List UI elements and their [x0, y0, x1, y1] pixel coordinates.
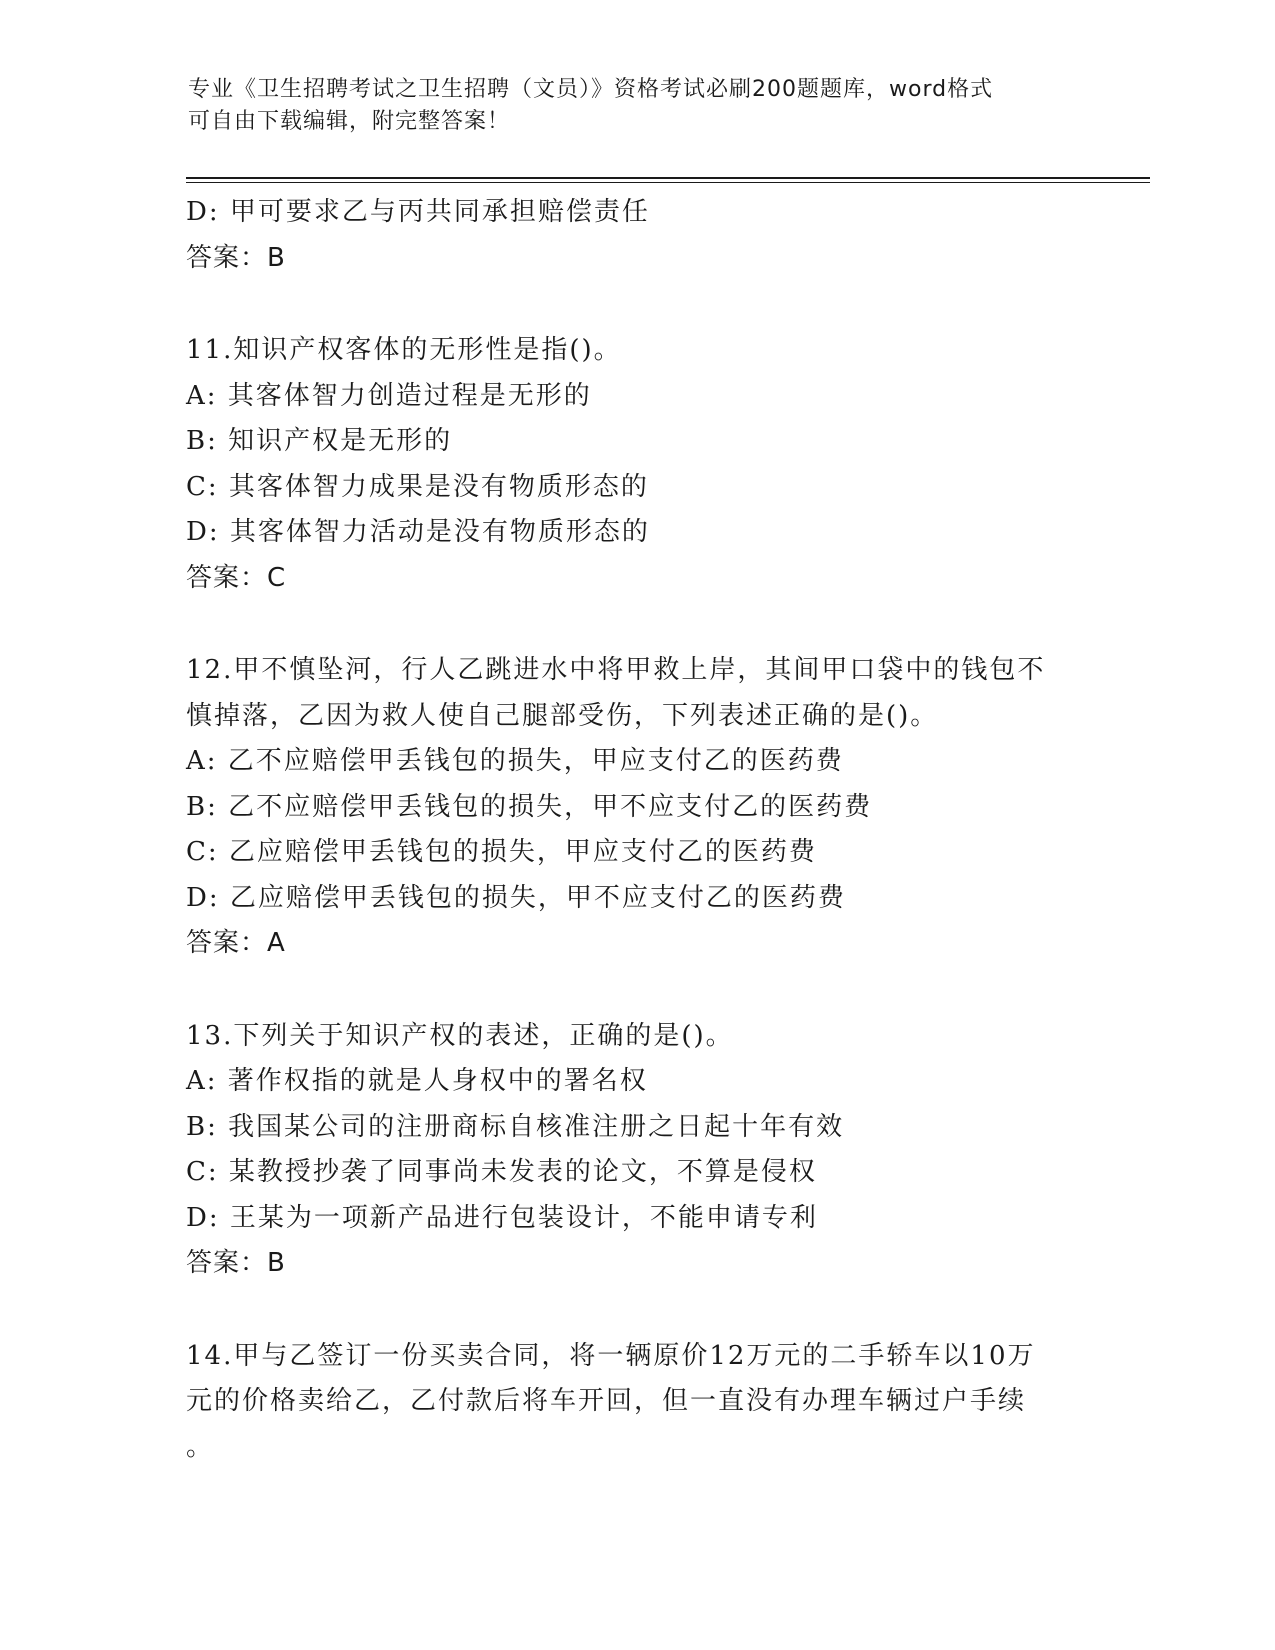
spacer [186, 601, 1086, 648]
option-b: B: 我国某公司的注册商标自核准注册之日起十年有效 [186, 1111, 845, 1142]
question-stem-line-2: 慎掉落，乙因为救人使自己腿部受伤，下列表述正确的是()。 [186, 700, 939, 731]
option-a: A: 其客体智力创造过程是无形的 [186, 380, 592, 411]
spacer [186, 967, 1086, 1014]
header-divider-thick [186, 177, 1150, 179]
question-12 [186, 648, 1086, 967]
option-a: A: 乙不应赔偿甲丢钱包的损失，甲应支付乙的医药费 [186, 746, 844, 776]
question-stem-line-1: 14.甲与乙签订一份买卖合同，将一辆原价12万元的二手轿车以10万 [186, 1340, 1036, 1371]
question-11 [186, 328, 1086, 601]
option-c: C: 某教授抄袭了同事尚未发表的论文，不算是侵权 [186, 1157, 817, 1187]
question-stem: 13.下列关于知识产权的表述，正确的是()。 [186, 1020, 734, 1051]
question-content [186, 190, 1086, 1470]
spacer [186, 1287, 1086, 1334]
option-d: D: 乙应赔偿甲丢钱包的损失，甲不应支付乙的医药费 [186, 882, 846, 913]
question-stem-line-2: 元的价格卖给乙，乙付款后将车开回，但一直没有办理车辆过户手续 [186, 1386, 1027, 1416]
question-stem-line-1: 12.甲不慎坠河，行人乙跳进水中将甲救上岸，其间甲口袋中的钱包不 [186, 655, 1046, 685]
previous-question-tail [186, 190, 1086, 281]
answer-line: 答案：C [186, 562, 287, 593]
header-line-1: 专业《卫生招聘考试之卫生招聘（文员）》资格考试必刷200题题库，word格式 [188, 77, 994, 102]
option-d: D: 其客体智力活动是没有物质形态的 [186, 517, 650, 547]
answer-line: 答案：B [186, 1248, 286, 1278]
header-line-2: 可自由下载编辑，附完整答案！ [188, 109, 511, 134]
spacer [186, 281, 1086, 328]
question-stem-line-3: 。 [186, 1431, 215, 1462]
option-b: B: 乙不应赔偿甲丢钱包的损失，甲不应支付乙的医药费 [186, 791, 873, 822]
option-c: C: 其客体智力成果是没有物质形态的 [186, 471, 649, 502]
question-14 [186, 1334, 1086, 1471]
option-d: D: 甲可要求乙与丙共同承担赔偿责任 [186, 197, 650, 227]
answer-line: 答案：A [186, 928, 286, 958]
option-a: A: 著作权指的就是人身权中的署名权 [186, 1066, 648, 1096]
page-header [188, 74, 1068, 138]
option-b: B: 知识产权是无形的 [186, 426, 453, 456]
option-c: C: 乙应赔偿甲丢钱包的损失，甲应支付乙的医药费 [186, 837, 817, 867]
question-13 [186, 1014, 1086, 1287]
option-d: D: 王某为一项新产品进行包装设计，不能申请专利 [186, 1202, 818, 1233]
header-divider-thin [186, 182, 1150, 183]
answer-line: 答案：B [186, 242, 286, 273]
question-stem: 11.知识产权客体的无形性是指()。 [186, 335, 622, 365]
